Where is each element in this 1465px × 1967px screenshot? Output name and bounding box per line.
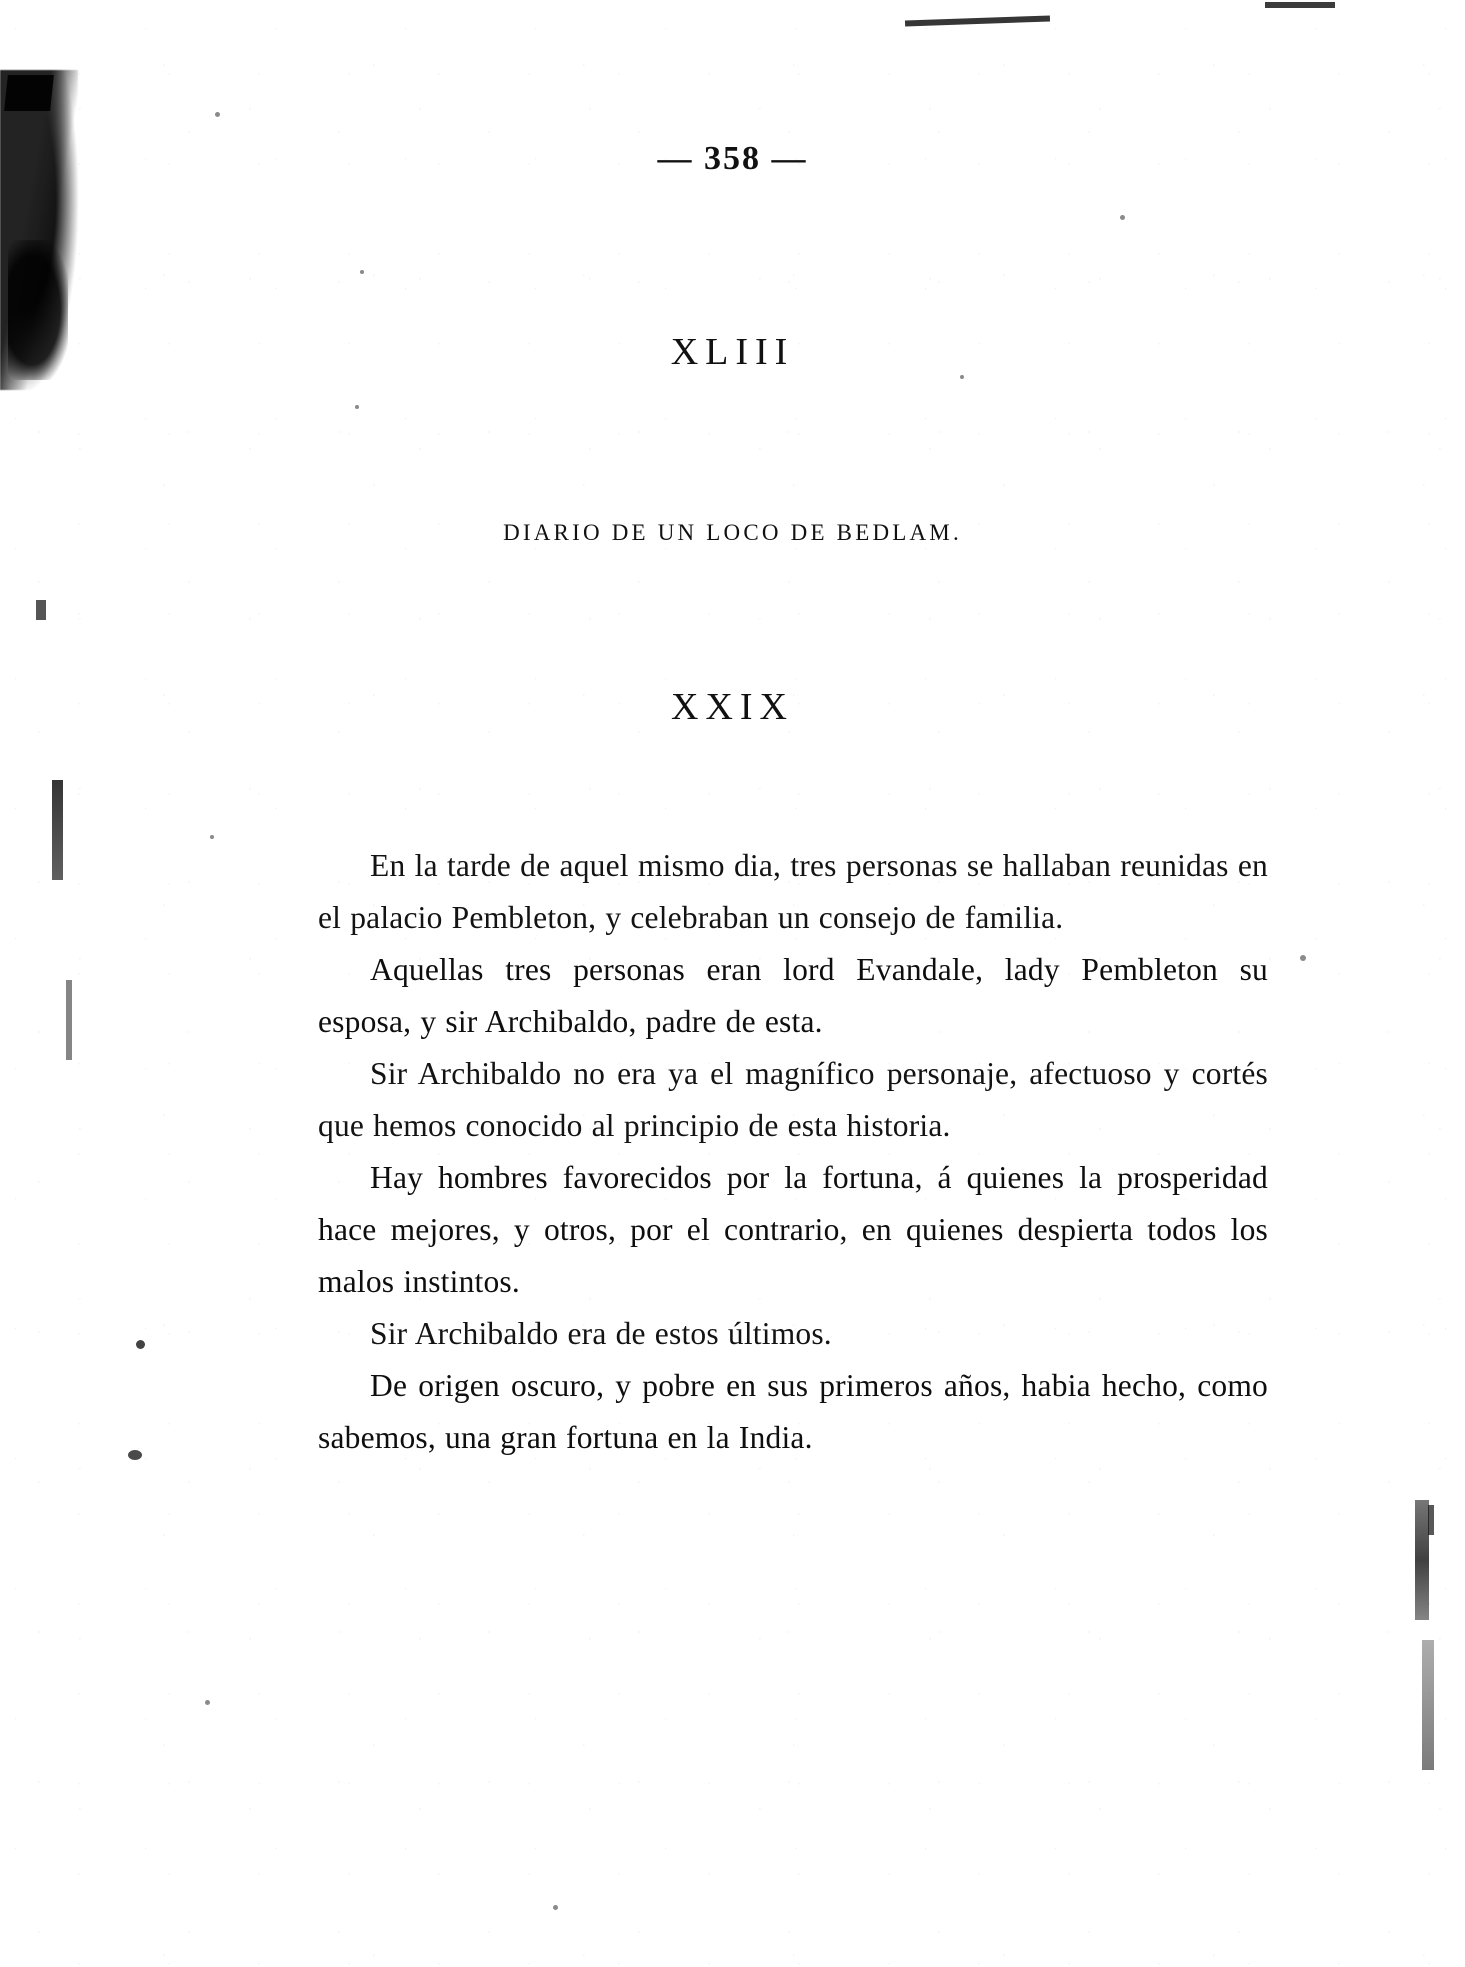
scan-speck: [1300, 955, 1306, 961]
body-text: [318, 840, 1268, 1464]
running-title: DIARIO DE UN LOCO DE BEDLAM.: [503, 520, 962, 545]
paragraph: Aquellas tres personas eran lord Evandale, lady Pembleton su esposa, y sir Archibaldo, padre de esta.: [318, 952, 1268, 1039]
scan-edge-mark: [1422, 1640, 1434, 1770]
section-number: XXIX: [671, 686, 794, 728]
paragraph: De origen oscuro, y pobre en sus primeros años, habia hecho, como sabemos, una gran fortuna en la India.: [318, 1368, 1268, 1455]
scan-speck: [136, 1340, 145, 1349]
scan-speck: [215, 112, 220, 117]
scan-speck: [553, 1905, 558, 1910]
scan-edge-mark: [905, 15, 1050, 26]
paragraph: Sir Archibaldo no era ya el magnífico personaje, afectuoso y cortés que hemos conocido al principio de esta historia.: [318, 1056, 1268, 1143]
paragraph: En la tarde de aquel mismo dia, tres personas se hallaban reunidas en el palacio Pembleton, y celebraban un consejo de familia.: [318, 848, 1268, 935]
scan-edge-mark: [36, 600, 46, 620]
scan-edge-mark: [66, 980, 72, 1060]
scan-speck: [360, 270, 364, 274]
scan-speck: [128, 1450, 142, 1460]
paragraph: Sir Archibaldo era de estos últimos.: [370, 1316, 832, 1351]
scan-edge-mark: [52, 780, 63, 880]
scan-edge-mark: [1265, 2, 1335, 8]
scan-speck: [210, 835, 214, 839]
ink-blot-artifact: [4, 75, 54, 111]
scan-edge-mark: [1415, 1500, 1429, 1620]
paragraph: Hay hombres favorecidos por la fortuna, á quienes la prosperidad hace mejores, y otros, por el contrario, en quienes despierta todos los malos instintos.: [318, 1160, 1268, 1299]
scan-speck: [1428, 1505, 1434, 1535]
scan-speck: [205, 1700, 210, 1705]
page-number: — 358 —: [657, 140, 808, 177]
scan-speck: [960, 375, 964, 379]
chapter-number: XLIII: [670, 331, 795, 373]
scan-speck: [1120, 215, 1125, 220]
scan-speck: [355, 405, 359, 409]
